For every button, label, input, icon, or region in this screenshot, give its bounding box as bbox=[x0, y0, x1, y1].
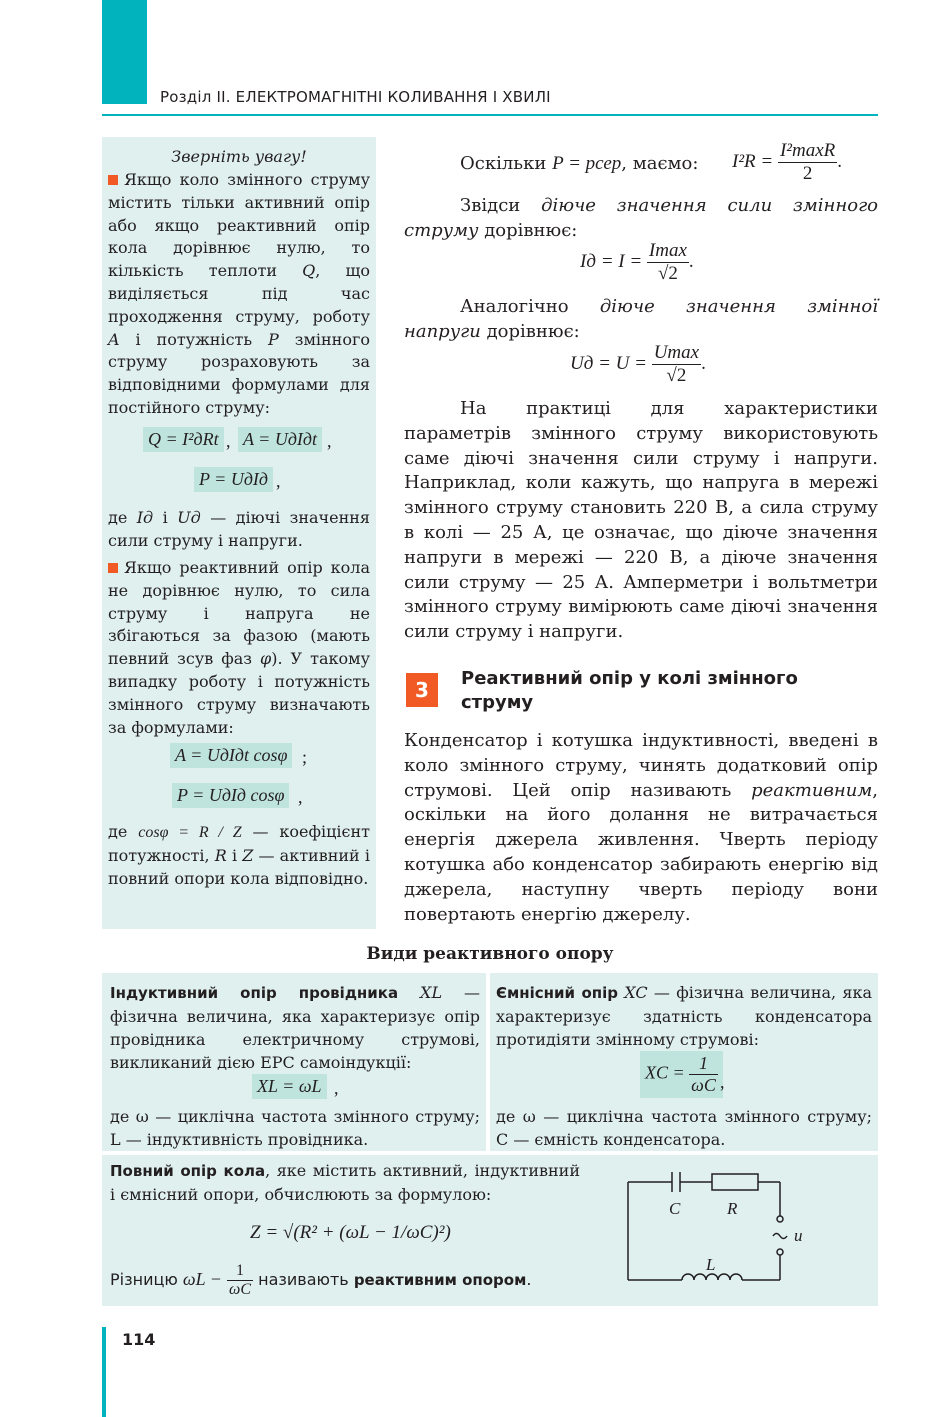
ac-source-icon bbox=[773, 1234, 787, 1239]
comma: , bbox=[226, 431, 231, 451]
formula-effective-current: Iд = I = $\frac{Imax}{√2}$ . bbox=[580, 240, 694, 284]
footer-rule bbox=[102, 1327, 106, 1417]
bullet-square-icon bbox=[108, 175, 118, 185]
paragraph-practice: На практиці для характеристики параметрів змінного струму використовують саме діючі значення сили струму і напруги. Наприклад, коли кажуть, що напруга в мережі змінного струму становить 220 В, а сила струму в колі — 25 А, це означає, що діюче значення напруги в мережі — 220 В, а діюче значення сили струму — 25 А. Амперметри і вольтметри змінного струму вимірюють саме діючі значення сили струму і напруги. bbox=[404, 398, 878, 643]
comma: , bbox=[720, 1072, 725, 1092]
formula-work-ac: A = UдIдt cosφ bbox=[170, 743, 292, 768]
table-title: Види реактивного опору bbox=[366, 944, 614, 964]
formula-impedance: Z = √(R² + (ωL − 1/ωC)²) bbox=[250, 1222, 451, 1243]
comma: , bbox=[327, 431, 332, 451]
header-color-tab bbox=[102, 0, 147, 104]
comma: , bbox=[276, 471, 281, 491]
inductor-label: L bbox=[706, 1255, 716, 1274]
formula-power-equality: I²R = $\frac{\text{I²maxR}}{2}$ . bbox=[732, 140, 842, 184]
formula-capacitive: XC = $\frac{1}{\omega C}$ bbox=[640, 1051, 723, 1098]
resistor-label: R bbox=[727, 1199, 738, 1218]
bullet-square-icon bbox=[108, 563, 118, 573]
section-header: Розділ ІІ. ЕЛЕКТРОМАГНІТНІ КОЛИВАННЯ І ХВИЛІ bbox=[160, 88, 551, 106]
section-number-badge: 3 bbox=[406, 673, 438, 707]
formula-work: A = UдIдt bbox=[238, 427, 322, 452]
note-where-2: де cosφ = R / Z — коефіцієнт потужності, R і Z — активний і повний опори кола відповідно. bbox=[108, 822, 371, 888]
note-paragraph-1: Якщо коло змінного струму містить тільки активний опір або якщо реактивний опір кола дорівнює нулю, то кількість теплоти Q, що виділяється під час проходження струму, роботу A і потужність P змінного струму розраховують за відповідними формулами для постійного струму: bbox=[108, 170, 370, 417]
voltage-label: u bbox=[794, 1226, 803, 1245]
rlc-circuit-diagram bbox=[620, 1170, 820, 1290]
capacitive-where: де ω — циклічна частота змінного струму; C — ємність конденсатора. bbox=[496, 1107, 872, 1149]
paragraph-effective-voltage: Аналогічно діюче значення змінної напруги дорівнює: bbox=[404, 296, 879, 342]
reactive-difference: Різницю ωL − $\frac{1}{\omega C}$ називають реактивним опором. bbox=[110, 1262, 532, 1298]
terminal-icon bbox=[777, 1216, 783, 1222]
formula-power: P = UдIд bbox=[194, 467, 273, 492]
note-paragraph-2: Якщо реактивний опір кола не дорівнює нулю, то сила струму і напруга не збігаються за фазою (мають певний зсув фаз φ). У такому випадку роботу і потужність змінного струму визначають за формулами: bbox=[108, 558, 370, 737]
inductive-where: де ω — циклічна частота змінного струму; L — індуктивність провідника. bbox=[110, 1107, 480, 1149]
resistor-symbol bbox=[712, 1174, 758, 1190]
header-rule bbox=[102, 114, 878, 116]
note-where-1: де Iд і Uд — діючі значення сили струму і напруги. bbox=[108, 508, 371, 550]
terminal-icon bbox=[777, 1249, 783, 1255]
paragraph-effective-current: Звідси діюче значення сили змінного струму дорівнює: bbox=[404, 195, 878, 241]
inductor-coil bbox=[682, 1274, 742, 1280]
inductive-definition: Індуктивний опір провідника XL — фізична величина, яка характеризує опір провідника електричному струмові, викликаний дією ЕРС самоіндукції: bbox=[110, 983, 480, 1072]
page-number: 114 bbox=[122, 1330, 156, 1349]
capacitive-definition: Ємнісний опір XC — фізична величина, яка характеризує здатність конденсатора протидіяти змінному струмові: bbox=[496, 983, 873, 1049]
paragraph-reactive: Конденсатор і котушка індуктивності, введені в коло змінного струму, чинять додатковий опір струмові. Цей опір називають реактивним, оскільки на його долання не витрачається енергія джерела живлення. Чверть періоду котушка або конденсатор забирають енергію від джерела, наступну чверть періоду вони повертають енергію джерелу. bbox=[404, 730, 878, 925]
capacitor-label: C bbox=[669, 1199, 681, 1218]
impedance-definition: Повний опір кола, яке містить активний, індуктивний і ємнісний опори, обчислюють за формулою: bbox=[110, 1161, 581, 1204]
paragraph-since: Оскільки P = pсер, маємо: bbox=[460, 153, 699, 174]
comma: , bbox=[334, 1078, 339, 1098]
formula-inductive: XL = ωL bbox=[252, 1074, 327, 1099]
formula-heat: Q = I²дRt bbox=[143, 427, 224, 452]
formula-effective-voltage: Uд = U = $\frac{Umax}{√2}$ . bbox=[570, 342, 706, 386]
note-title: Зверніть увагу! bbox=[171, 147, 307, 166]
semicolon: ; bbox=[302, 747, 308, 767]
comma: , bbox=[298, 787, 303, 807]
section-title: Реактивний опір у колі змінного струму bbox=[461, 668, 798, 713]
formula-power-ac: P = UдIд cosφ bbox=[172, 783, 289, 808]
